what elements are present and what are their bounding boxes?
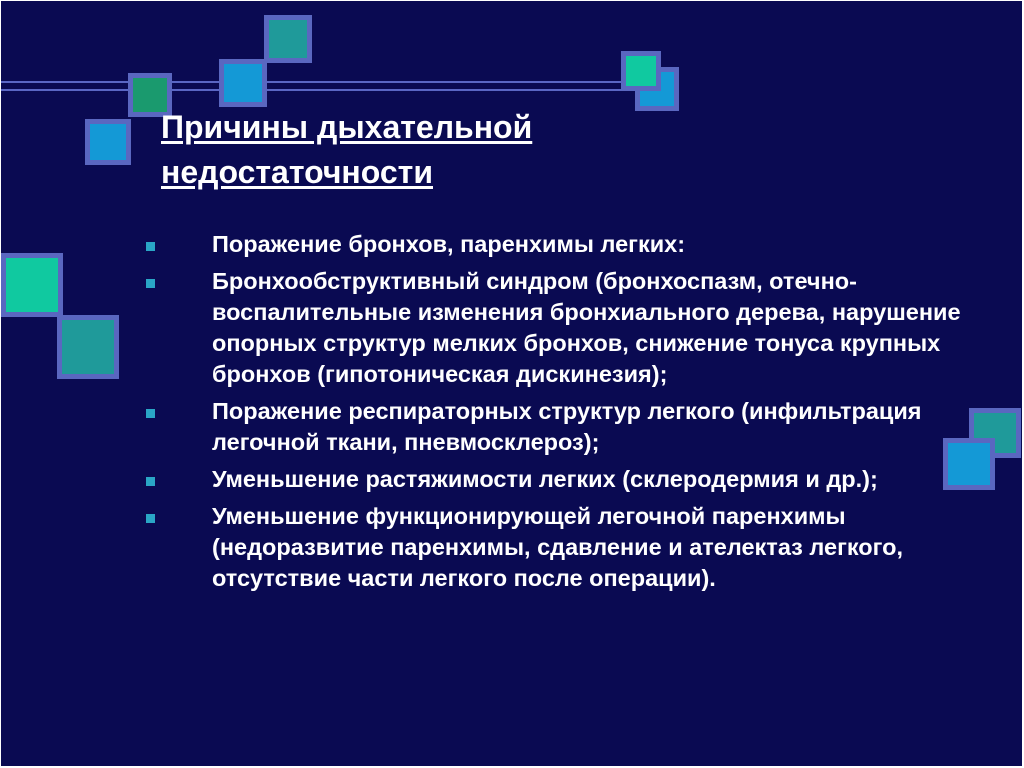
decor-square — [219, 59, 267, 107]
decor-square — [621, 51, 661, 91]
bullet-text: Поражение респираторных структур легкого (инфильтрация легочной ткани, пневмосклероз); — [212, 398, 922, 455]
square-bullet-icon — [146, 409, 155, 418]
bullet-item — [146, 396, 1006, 458]
bullet-text: Бронхообструктивный синдром (бронхоспазм, отечно-воспалительные изменения бронхиального дерева, нарушение опорных структур мелких бронхов, снижение тонуса крупных бронхов (гипотоническая дискинезия); — [212, 268, 961, 387]
bullet-item — [146, 229, 1006, 260]
bullet-item — [146, 464, 1006, 495]
square-bullet-icon — [146, 477, 155, 486]
square-bullet-icon — [146, 514, 155, 523]
square-bullet-icon — [146, 242, 155, 251]
bullet-item — [146, 501, 1006, 594]
square-bullet-icon — [146, 279, 155, 288]
bullet-item — [146, 266, 1006, 390]
slide — [1, 1, 1022, 766]
decor-square — [57, 315, 119, 379]
decor-line — [1, 89, 641, 91]
decor-square — [264, 15, 312, 63]
bullet-list — [146, 229, 1006, 600]
bullet-text: Уменьшение функционирующей легочной паренхимы (недоразвитие паренхимы, сдавление и ателектаз легкого, отсутствие части легкого после операции). — [212, 503, 904, 591]
bullet-text: Поражение бронхов, паренхимы легких: — [212, 231, 686, 257]
decor-line — [1, 81, 641, 83]
decor-square — [85, 119, 131, 165]
decor-square — [1, 253, 63, 317]
slide-title: Причины дыхательной недостаточности — [161, 109, 533, 190]
bullet-text: Уменьшение растяжимости легких (склеродермия и др.); — [212, 466, 878, 492]
